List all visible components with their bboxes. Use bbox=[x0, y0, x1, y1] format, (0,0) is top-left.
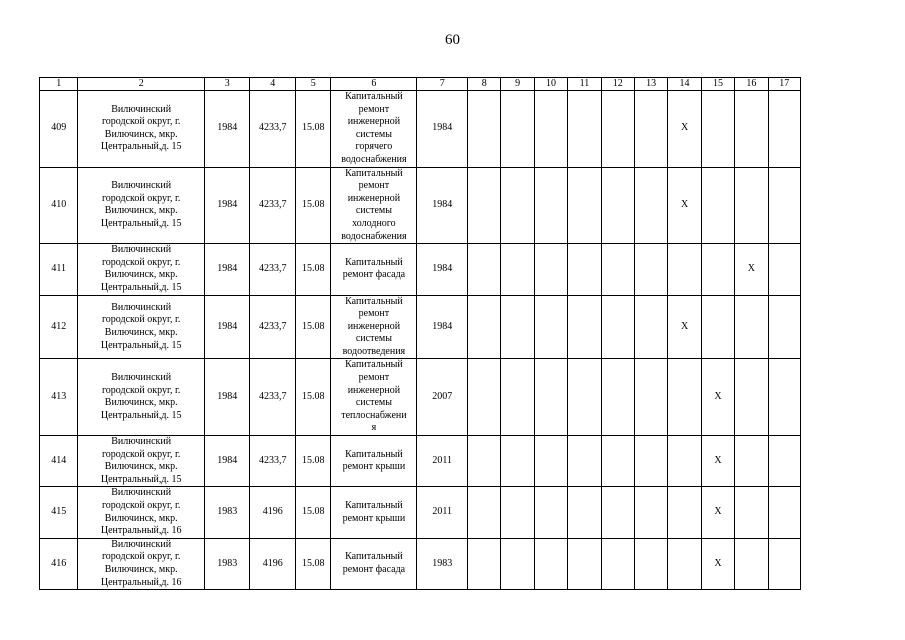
mark-cell bbox=[468, 359, 501, 436]
table-row bbox=[40, 167, 801, 244]
mark-cell bbox=[634, 538, 667, 589]
mark-cell bbox=[468, 91, 501, 168]
year-cell: 1984 bbox=[417, 295, 468, 359]
mark-cell bbox=[534, 244, 567, 295]
table-row bbox=[40, 436, 801, 487]
mark-cell bbox=[735, 436, 768, 487]
mark-cell bbox=[601, 359, 634, 436]
column-header: 13 bbox=[634, 78, 667, 91]
mark-cell bbox=[534, 487, 567, 538]
mark-cell bbox=[634, 244, 667, 295]
mark-cell: X bbox=[701, 436, 734, 487]
mark-cell bbox=[735, 295, 768, 359]
mark-cell bbox=[501, 436, 534, 487]
mark-cell: X bbox=[668, 91, 701, 168]
mark-cell bbox=[634, 167, 667, 244]
year-cell: 1984 bbox=[417, 91, 468, 168]
mark-cell bbox=[568, 538, 601, 589]
work-type-cell: Капитальный ремонт крыши bbox=[331, 436, 417, 487]
column-header: 2 bbox=[78, 78, 204, 91]
work-type-cell: Капитальный ремонт фасада bbox=[331, 244, 417, 295]
mark-cell bbox=[668, 436, 701, 487]
mark-cell bbox=[501, 167, 534, 244]
mark-cell bbox=[468, 487, 501, 538]
mark-cell bbox=[568, 91, 601, 168]
mark-cell bbox=[568, 436, 601, 487]
row-number-cell: 412 bbox=[40, 295, 78, 359]
mark-cell bbox=[768, 295, 800, 359]
row-number-cell: 411 bbox=[40, 244, 78, 295]
row-number-cell: 414 bbox=[40, 436, 78, 487]
mark-cell bbox=[468, 538, 501, 589]
year-cell: 2011 bbox=[417, 487, 468, 538]
build-year-cell: 1984 bbox=[204, 167, 250, 244]
mark-cell bbox=[668, 244, 701, 295]
column-header: 10 bbox=[534, 78, 567, 91]
mark-cell bbox=[634, 91, 667, 168]
build-year-cell: 1984 bbox=[204, 91, 250, 168]
mark-cell bbox=[701, 295, 734, 359]
code-cell: 15.08 bbox=[296, 167, 331, 244]
address-cell: Вилючинский городской округ, г. Вилючинск, мкр. Центральный,д. 15 bbox=[78, 359, 204, 436]
mark-cell bbox=[768, 538, 800, 589]
column-header: 14 bbox=[668, 78, 701, 91]
mark-cell bbox=[601, 295, 634, 359]
mark-cell bbox=[668, 487, 701, 538]
address-cell: Вилючинский городской округ, г. Вилючинск, мкр. Центральный,д. 16 bbox=[78, 487, 204, 538]
column-header: 16 bbox=[735, 78, 768, 91]
address-cell: Вилючинский городской округ, г. Вилючинск, мкр. Центральный,д. 15 bbox=[78, 244, 204, 295]
work-type-cell: Капитальный ремонт крыши bbox=[331, 487, 417, 538]
mark-cell bbox=[634, 295, 667, 359]
build-year-cell: 1984 bbox=[204, 295, 250, 359]
mark-cell bbox=[534, 167, 567, 244]
mark-cell bbox=[735, 359, 768, 436]
column-header: 15 bbox=[701, 78, 734, 91]
mark-cell bbox=[701, 167, 734, 244]
address-cell: Вилючинский городской округ, г. Вилючинск, мкр. Центральный,д. 15 bbox=[78, 436, 204, 487]
mark-cell bbox=[701, 91, 734, 168]
mark-cell bbox=[634, 436, 667, 487]
data-table bbox=[39, 77, 801, 590]
row-number-cell: 410 bbox=[40, 167, 78, 244]
area-cell: 4233,7 bbox=[250, 167, 296, 244]
mark-cell bbox=[534, 91, 567, 168]
code-cell: 15.08 bbox=[296, 359, 331, 436]
mark-cell bbox=[634, 359, 667, 436]
mark-cell bbox=[701, 244, 734, 295]
mark-cell bbox=[768, 167, 800, 244]
mark-cell bbox=[534, 359, 567, 436]
column-header: 5 bbox=[296, 78, 331, 91]
area-cell: 4233,7 bbox=[250, 91, 296, 168]
build-year-cell: 1983 bbox=[204, 487, 250, 538]
year-cell: 2007 bbox=[417, 359, 468, 436]
table-row bbox=[40, 487, 801, 538]
year-cell: 1984 bbox=[417, 167, 468, 244]
area-cell: 4233,7 bbox=[250, 436, 296, 487]
address-cell: Вилючинский городской округ, г. Вилючинск, мкр. Центральный,д. 15 bbox=[78, 91, 204, 168]
year-cell: 2011 bbox=[417, 436, 468, 487]
mark-cell bbox=[468, 436, 501, 487]
column-header: 4 bbox=[250, 78, 296, 91]
code-cell: 15.08 bbox=[296, 295, 331, 359]
column-header: 9 bbox=[501, 78, 534, 91]
address-cell: Вилючинский городской округ, г. Вилючинск, мкр. Центральный,д. 15 bbox=[78, 167, 204, 244]
mark-cell bbox=[735, 487, 768, 538]
mark-cell bbox=[568, 487, 601, 538]
mark-cell bbox=[735, 91, 768, 168]
mark-cell bbox=[668, 538, 701, 589]
page-number: 60 bbox=[445, 32, 460, 48]
build-year-cell: 1984 bbox=[204, 436, 250, 487]
table-row bbox=[40, 91, 801, 168]
mark-cell: X bbox=[735, 244, 768, 295]
mark-cell bbox=[568, 244, 601, 295]
work-type-cell: Капитальный ремонт инженерной системы холодного водоснабжения bbox=[331, 167, 417, 244]
mark-cell bbox=[534, 538, 567, 589]
column-header: 11 bbox=[568, 78, 601, 91]
mark-cell bbox=[601, 487, 634, 538]
mark-cell bbox=[468, 167, 501, 244]
column-header: 1 bbox=[40, 78, 78, 91]
column-header: 17 bbox=[768, 78, 800, 91]
table-row bbox=[40, 359, 801, 436]
code-cell: 15.08 bbox=[296, 487, 331, 538]
area-cell: 4233,7 bbox=[250, 359, 296, 436]
year-cell: 1984 bbox=[417, 244, 468, 295]
mark-cell bbox=[735, 538, 768, 589]
mark-cell bbox=[568, 167, 601, 244]
mark-cell bbox=[568, 295, 601, 359]
mark-cell bbox=[501, 91, 534, 168]
mark-cell bbox=[468, 295, 501, 359]
table-row bbox=[40, 538, 801, 589]
column-header: 12 bbox=[601, 78, 634, 91]
mark-cell bbox=[468, 244, 501, 295]
area-cell: 4196 bbox=[250, 538, 296, 589]
work-type-cell: Капитальный ремонт инженерной системы горячего водоснабжения bbox=[331, 91, 417, 168]
mark-cell bbox=[634, 487, 667, 538]
table-row bbox=[40, 295, 801, 359]
mark-cell bbox=[501, 244, 534, 295]
work-type-cell: Капитальный ремонт фасада bbox=[331, 538, 417, 589]
mark-cell: X bbox=[668, 167, 701, 244]
code-cell: 15.08 bbox=[296, 91, 331, 168]
work-type-cell: Капитальный ремонт инженерной системы водоотведения bbox=[331, 295, 417, 359]
row-number-cell: 416 bbox=[40, 538, 78, 589]
year-cell: 1983 bbox=[417, 538, 468, 589]
column-header: 6 bbox=[331, 78, 417, 91]
mark-cell bbox=[601, 167, 634, 244]
area-cell: 4233,7 bbox=[250, 295, 296, 359]
mark-cell bbox=[768, 91, 800, 168]
build-year-cell: 1984 bbox=[204, 244, 250, 295]
mark-cell: X bbox=[701, 359, 734, 436]
mark-cell bbox=[601, 436, 634, 487]
address-cell: Вилючинский городской округ, г. Вилючинск, мкр. Центральный,д. 15 bbox=[78, 295, 204, 359]
mark-cell bbox=[601, 244, 634, 295]
code-cell: 15.08 bbox=[296, 538, 331, 589]
mark-cell bbox=[768, 487, 800, 538]
mark-cell: X bbox=[701, 538, 734, 589]
mark-cell bbox=[601, 91, 634, 168]
address-cell: Вилючинский городской округ, г. Вилючинск, мкр. Центральный,д. 16 bbox=[78, 538, 204, 589]
column-header: 3 bbox=[204, 78, 250, 91]
mark-cell bbox=[501, 538, 534, 589]
mark-cell bbox=[534, 436, 567, 487]
code-cell: 15.08 bbox=[296, 244, 331, 295]
mark-cell bbox=[768, 359, 800, 436]
column-header: 8 bbox=[468, 78, 501, 91]
mark-cell bbox=[768, 436, 800, 487]
mark-cell bbox=[668, 359, 701, 436]
row-number-cell: 413 bbox=[40, 359, 78, 436]
mark-cell bbox=[735, 167, 768, 244]
column-header: 7 bbox=[417, 78, 468, 91]
mark-cell bbox=[501, 359, 534, 436]
work-type-cell: Капитальный ремонт инженерной системы теплоснабжени я bbox=[331, 359, 417, 436]
mark-cell: X bbox=[701, 487, 734, 538]
header-row bbox=[40, 78, 801, 91]
mark-cell bbox=[501, 487, 534, 538]
mark-cell bbox=[768, 244, 800, 295]
area-cell: 4233,7 bbox=[250, 244, 296, 295]
code-cell: 15.08 bbox=[296, 436, 331, 487]
build-year-cell: 1983 bbox=[204, 538, 250, 589]
area-cell: 4196 bbox=[250, 487, 296, 538]
mark-cell bbox=[601, 538, 634, 589]
table-row bbox=[40, 244, 801, 295]
mark-cell bbox=[534, 295, 567, 359]
mark-cell bbox=[501, 295, 534, 359]
mark-cell: X bbox=[668, 295, 701, 359]
row-number-cell: 409 bbox=[40, 91, 78, 168]
row-number-cell: 415 bbox=[40, 487, 78, 538]
mark-cell bbox=[568, 359, 601, 436]
build-year-cell: 1984 bbox=[204, 359, 250, 436]
